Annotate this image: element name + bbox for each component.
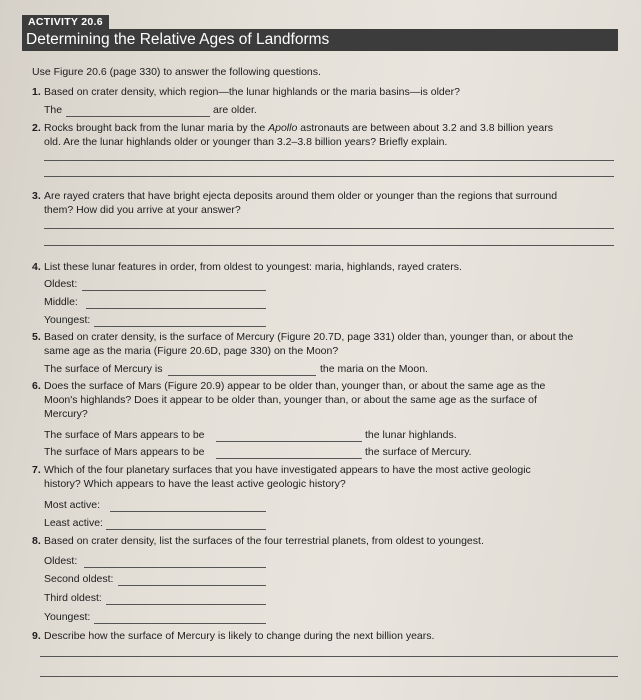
q6-answer2-prefix: The surface of Mars appears to be bbox=[44, 446, 205, 458]
q8-youngest-label: Youngest: bbox=[44, 611, 91, 623]
q7-line1: Which of the four planetary surfaces that you have investigated appears to have the most active geologic bbox=[44, 464, 531, 476]
q8-oldest-label: Oldest: bbox=[44, 555, 78, 567]
q5-answer-prefix: The surface of Mercury is bbox=[44, 363, 163, 375]
q6-answer2-suffix: the surface of Mercury. bbox=[365, 446, 472, 458]
q7-most-blank[interactable] bbox=[110, 511, 266, 512]
q4-youngest-label: Youngest: bbox=[44, 314, 91, 326]
q2-answer-line-2[interactable] bbox=[44, 176, 614, 177]
q6-answer1-blank[interactable] bbox=[216, 441, 362, 442]
q8-third-label: Third oldest: bbox=[44, 592, 102, 604]
page-title: Determining the Relative Ages of Landforms bbox=[22, 29, 618, 51]
q4-text: List these lunar features in order, from oldest to youngest: maria, highlands, rayed craters. bbox=[44, 261, 462, 273]
q4-oldest-blank[interactable] bbox=[82, 290, 266, 291]
q4-middle-label: Middle: bbox=[44, 296, 78, 308]
q6-line1: Does the surface of Mars (Figure 20.9) appear to be older than, younger than, or about the same age as the bbox=[44, 380, 546, 392]
q9-number: 9. bbox=[32, 630, 41, 642]
q4-middle-blank[interactable] bbox=[86, 308, 266, 309]
q7-line2: history? Which appears to have the least active geologic history? bbox=[44, 478, 346, 490]
activity-tag: ACTIVITY 20.6 bbox=[22, 15, 109, 29]
q2-line1-b: astronauts are between about 3.2 and 3.8 billion years bbox=[300, 122, 553, 134]
q1-answer-suffix: are older. bbox=[213, 104, 257, 116]
q7-most-label: Most active: bbox=[44, 499, 101, 511]
q8-youngest-blank[interactable] bbox=[94, 623, 266, 624]
q6-answer1-prefix: The surface of Mars appears to be bbox=[44, 429, 205, 441]
q2-number: 2. bbox=[32, 122, 41, 134]
q8-third-blank[interactable] bbox=[106, 604, 266, 605]
q1-answer-prefix: The bbox=[44, 104, 63, 116]
q1-number: 1. bbox=[32, 86, 41, 98]
q5-answer-suffix: the maria on the Moon. bbox=[320, 363, 428, 375]
q7-least-blank[interactable] bbox=[106, 529, 266, 530]
q5-number: 5. bbox=[32, 331, 41, 343]
q3-line1: Are rayed craters that have bright ejecta deposits around them older or younger than the regions that surround bbox=[44, 190, 558, 202]
q3-answer-line-1[interactable] bbox=[44, 228, 614, 229]
q9-answer-line-2[interactable] bbox=[40, 676, 618, 677]
q2-line1 bbox=[44, 122, 553, 135]
q9-answer-line-1[interactable] bbox=[40, 656, 618, 657]
q5-line2: same age as the maria (Figure 20.6D, page 330) on the Moon? bbox=[44, 345, 339, 357]
q6-line3: Mercury? bbox=[44, 408, 88, 420]
q6-answer1-suffix: the lunar highlands. bbox=[365, 429, 457, 441]
q7-number: 7. bbox=[32, 464, 41, 476]
q6-answer2-blank[interactable] bbox=[216, 458, 362, 459]
q2-apollo: Apollo bbox=[268, 122, 298, 134]
q5-line1: Based on crater density, is the surface of Mercury (Figure 20.7D, page 331) older than, younger than, or about the bbox=[44, 331, 574, 343]
q6-number: 6. bbox=[32, 380, 41, 392]
q1-answer-blank[interactable] bbox=[66, 116, 210, 117]
q4-number: 4. bbox=[32, 261, 41, 273]
q5-answer-blank[interactable] bbox=[168, 375, 316, 376]
q8-number: 8. bbox=[32, 535, 41, 547]
q3-number: 3. bbox=[32, 190, 41, 202]
q2-line2: old. Are the lunar highlands older or younger than 3.2–3.8 billion years? Briefly explain. bbox=[44, 136, 448, 148]
q3-answer-line-2[interactable] bbox=[44, 245, 614, 246]
q6-line2: Moon's highlands? Does it appear to be older than, younger than, or about the same age as the surface of bbox=[44, 394, 537, 406]
q8-text: Based on crater density, list the surfaces of the four terrestrial planets, from oldest to youngest. bbox=[44, 535, 484, 547]
q9-text: Describe how the surface of Mercury is likely to change during the next billion years. bbox=[44, 630, 435, 642]
q3-line2: them? How did you arrive at your answer? bbox=[44, 204, 241, 216]
q4-youngest-blank[interactable] bbox=[94, 326, 266, 327]
q8-second-label: Second oldest: bbox=[44, 573, 114, 585]
q4-oldest-label: Oldest: bbox=[44, 278, 78, 290]
q2-line1-a: Rocks brought back from the lunar maria by the bbox=[44, 122, 266, 134]
q8-second-blank[interactable] bbox=[118, 585, 266, 586]
q1-text: Based on crater density, which region—the lunar highlands or the maria basins—is older? bbox=[44, 86, 460, 98]
q2-answer-line-1[interactable] bbox=[44, 160, 614, 161]
q8-oldest-blank[interactable] bbox=[84, 567, 266, 568]
q7-least-label: Least active: bbox=[44, 517, 103, 529]
intro-text: Use Figure 20.6 (page 330) to answer the following questions. bbox=[32, 66, 321, 78]
